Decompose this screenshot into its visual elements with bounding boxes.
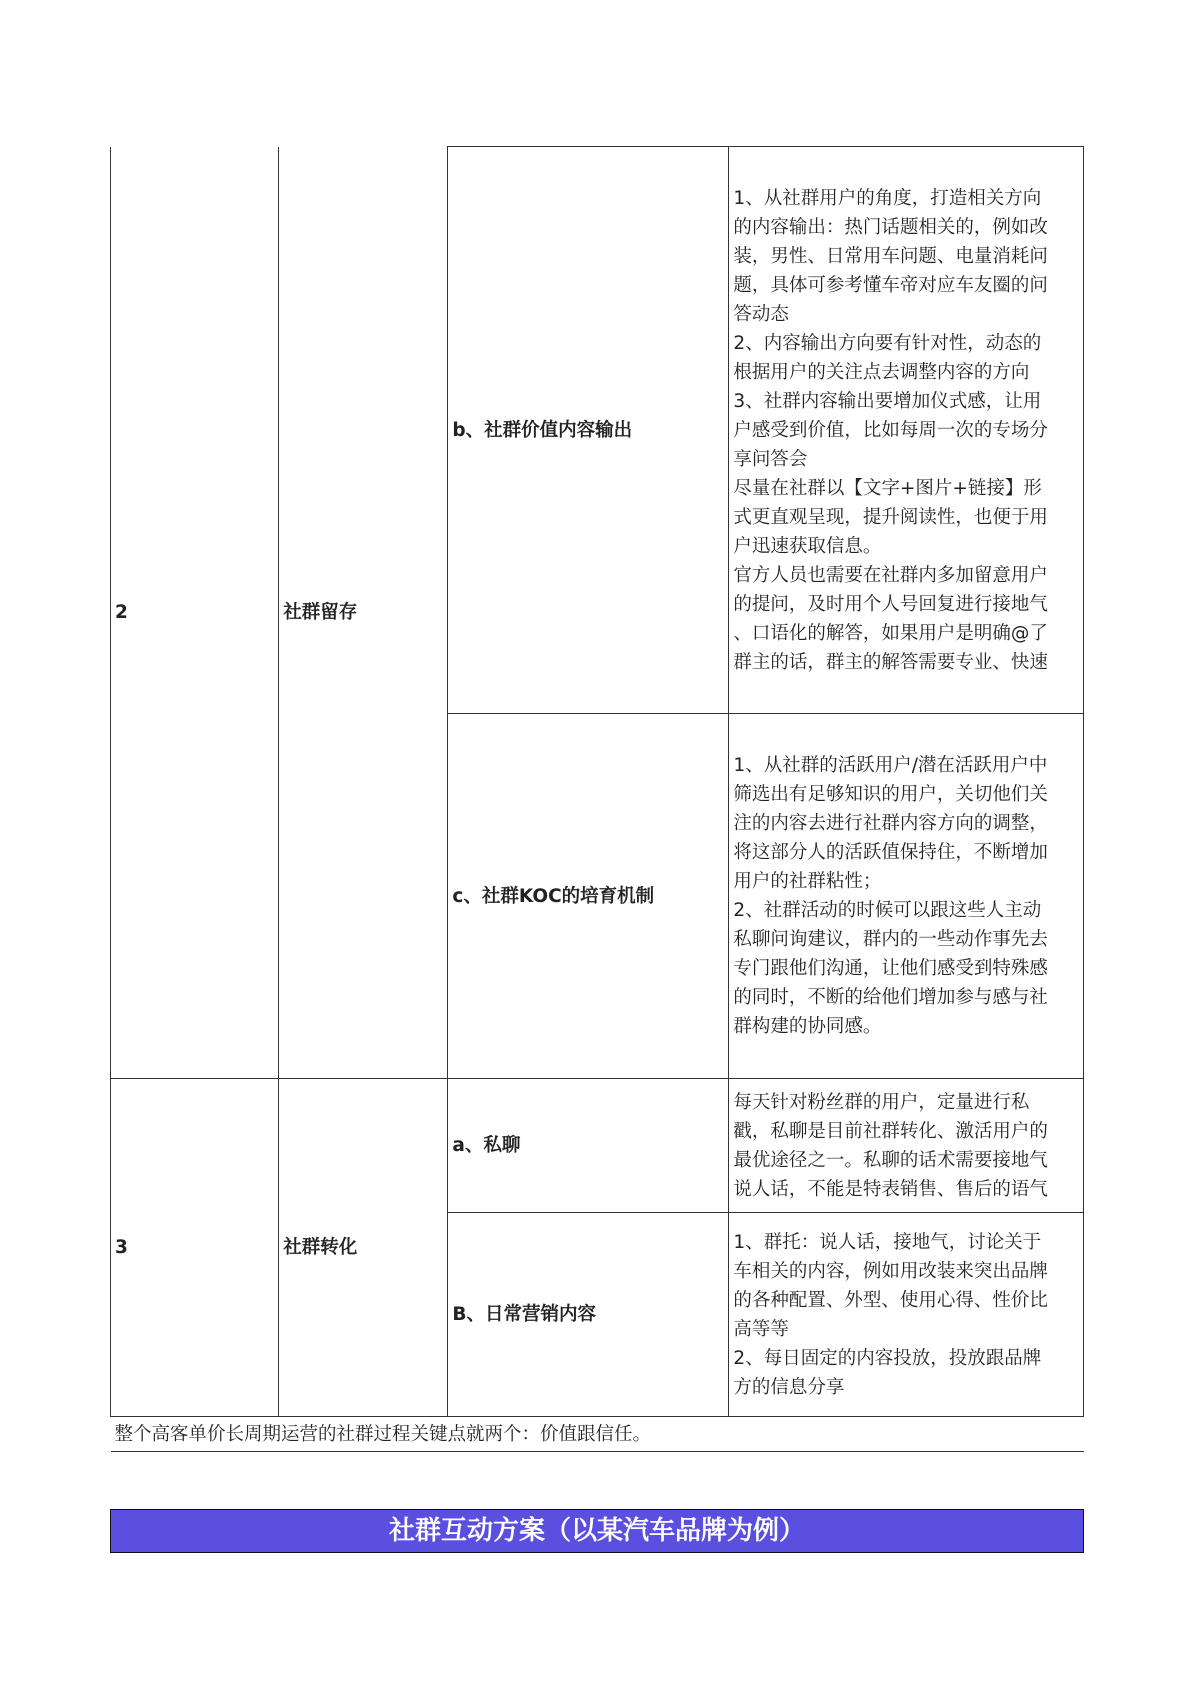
row-number-cell (111, 147, 279, 1079)
category-label: 社群转化 (283, 1237, 358, 1258)
summary-note: 整个高客单价长周期运营的社群过程关键点就两个：价值跟信任。 (114, 1423, 652, 1445)
item-content-cell: 1、从社群用户的角度，打造相关方向 的内容输出：热门话题相关的，例如改 装，男性、日常用车问题、电量消耗问 题，具体可参考懂车帝对应车友圈的问 答动态 2、内容输出方向要有针对性，动态的 根据用户的关注点去调整内容的方向 3、社群内容输出要增加仪式感，让用 户感受到价值，比如每周一次的专场分 享问答会 尽量在社群以【文字+图片+链接】形 式更直观呈现，提升阅读性，也便于用 户迅速获取信息。 官方人员也需要在社群内多加留意用户 的提问，及时用个人号回复进行接地气 、口语化的解答，如果用户是明确@了 群主的话，群主的解答需要专业、快速 (729, 147, 1084, 714)
category-cell (279, 1079, 448, 1417)
item-label-cell (448, 1079, 729, 1213)
item-label-cell (448, 147, 729, 714)
item-label-cell (448, 1213, 729, 1417)
section-banner (110, 1509, 1084, 1553)
item-label: a、私聊 (452, 1135, 521, 1156)
table-row-3a (111, 1079, 1084, 1213)
table-row-2a (111, 147, 1084, 714)
category-label: 社群留存 (283, 601, 358, 623)
category-cell (279, 147, 448, 1079)
row-number-cell (111, 1079, 279, 1417)
row-number: 3 (115, 1237, 128, 1258)
item-content-cell: 1、从社群的活跃用户/潜在活跃用户中 筛选出有足够知识的用户，关切他们关 注的内容去进行社群内容方向的调整， 将这部分人的活跃值保持住，不断增加 用户的社群粘性； 2、社群活动的时候可以跟这些人主动 私聊问询建议，群内的一些动作事先去 专门跟他们沟通，让他们感受到特殊感 的同时，不断的给他们增加参与感与社 群构建的协同感。 (729, 714, 1084, 1079)
document-sheet (110, 146, 1084, 1452)
item-label: B、日常营销内容 (452, 1304, 597, 1325)
row-number: 2 (115, 601, 128, 623)
operations-table (110, 146, 1084, 1452)
note-row (111, 1417, 1084, 1452)
section-title: 社群互动方案（以某汽车品牌为例） (388, 1516, 805, 1546)
note-cell (111, 1417, 1084, 1452)
item-label: c、社群KOC的培育机制 (452, 885, 655, 907)
item-content-cell: 每天针对粉丝群的用户，定量进行私 戳，私聊是目前社群转化、激活用户的 最优途径之一。私聊的话术需要接地气 说人话，不能是特表销售、售后的语气 (729, 1079, 1084, 1213)
item-label-cell (448, 714, 729, 1079)
item-label: b、社群价值内容输出 (452, 419, 633, 441)
item-content-cell: 1、群托：说人话，接地气，讨论关于 车相关的内容，例如用改装来突出品牌 的各种配置、外型、使用心得、性价比 高等等 2、每日固定的内容投放，投放跟品牌 方的信息分享 (729, 1213, 1084, 1417)
